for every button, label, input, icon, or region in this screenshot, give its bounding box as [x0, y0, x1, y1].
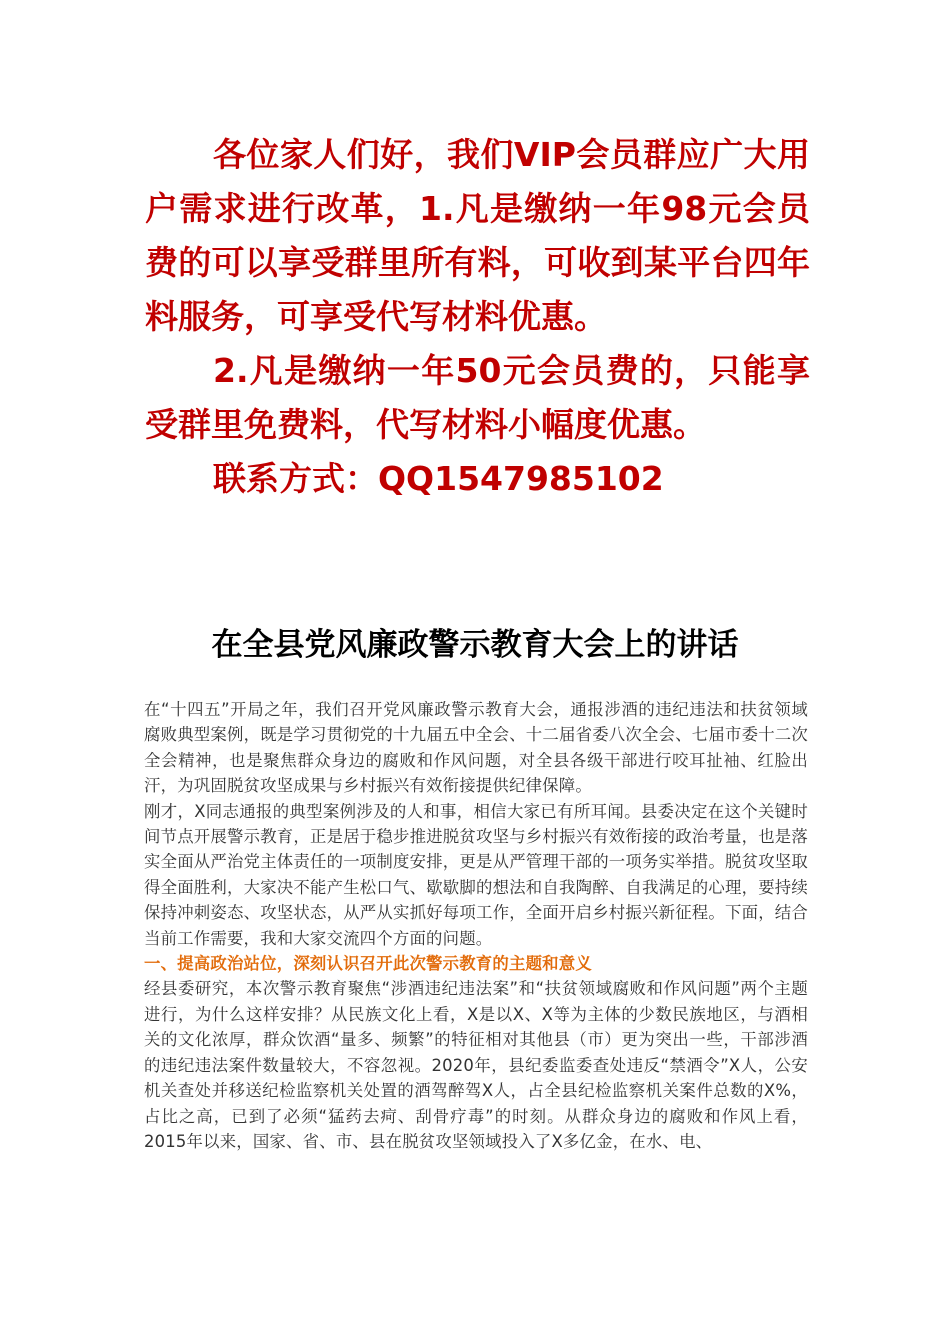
document-body: [144, 697, 808, 1154]
body-paragraph-1: 在“十四五”开局之年，我们召开党风廉政警示教育大会，通报涉酒的违纪违法和扶贫领域腐败典型案例，既是学习贯彻党的十九届五中全会、十二届省委八次全会、七届市委十二次全会精神，也是聚焦群众身边的腐败和作风问题，对全县各级干部进行咬耳扯袖、红脸出汗，为巩固脱贫攻坚成果与乡村振兴有效衔接提供纪律保障。: [144, 700, 808, 796]
membership-notice: [145, 128, 810, 506]
notice-paragraph-2: 2.凡是缴纳一年50元会员费的，只能享受群里免费料，代写材料小幅度优惠。: [145, 351, 810, 444]
section-paragraph-1: 经县委研究，本次警示教育聚焦“涉酒违纪违法案”和“扶贫领域腐败和作风问题”两个主题进行，为什么这样安排？从民族文化上看，X是以X、X等为主体的少数民族地区，与酒相关的文化浓厚，群众饮酒“量多、频繁”的特征相对其他县（市）更为突出一些，干部涉酒的违纪违法案件数量较大，不容忽视。2020年，县纪委监委查处违反“禁酒令”X人，公安机关查处并移送纪检监察机关处置的酒驾醉驾X人，占全县纪检监察机关案件总数的X%，占比之高，已到了必须“猛药去疴、刮骨疗毒”的时刻。从群众身边的腐败和作风上看，2015年以来，国家、省、市、县在脱贫攻坚领域投入了X多亿金，在水、电、: [144, 979, 808, 1151]
section-heading-1: 一、提高政治站位，深刻认识召开此次警示教育的主题和意义: [144, 954, 592, 974]
document-title: 在全县党风廉政警示教育大会上的讲话: [211, 627, 739, 663]
notice-contact: 联系方式：QQ1547985102: [213, 459, 664, 498]
body-paragraph-2: 刚才，X同志通报的典型案例涉及的人和事，相信大家已有所耳闻。县委决定在这个关键时间节点开展警示教育，正是居于稳步推进脱贫攻坚与乡村振兴有效衔接的政治考量，也是落实全面从严治党主体责任的一项制度安排，更是从严管理干部的一项务实举措。脱贫攻坚取得全面胜利，大家决不能产生松口气、歇歇脚的想法和自我陶醉、自我满足的心理，要持续保持冲刺姿态、攻坚状态，从严从实抓好每项工作，全面开启乡村振兴新征程。下面，结合当前工作需要，我和大家交流四个方面的问题。: [144, 801, 808, 948]
notice-paragraph-1: 各位家人们好，我们VIP会员群应广大用户需求进行改革，1.凡是缴纳一年98元会员费的可以享受群里所有料，可收到某平台四年料服务，可享受代写材料优惠。: [145, 135, 810, 336]
